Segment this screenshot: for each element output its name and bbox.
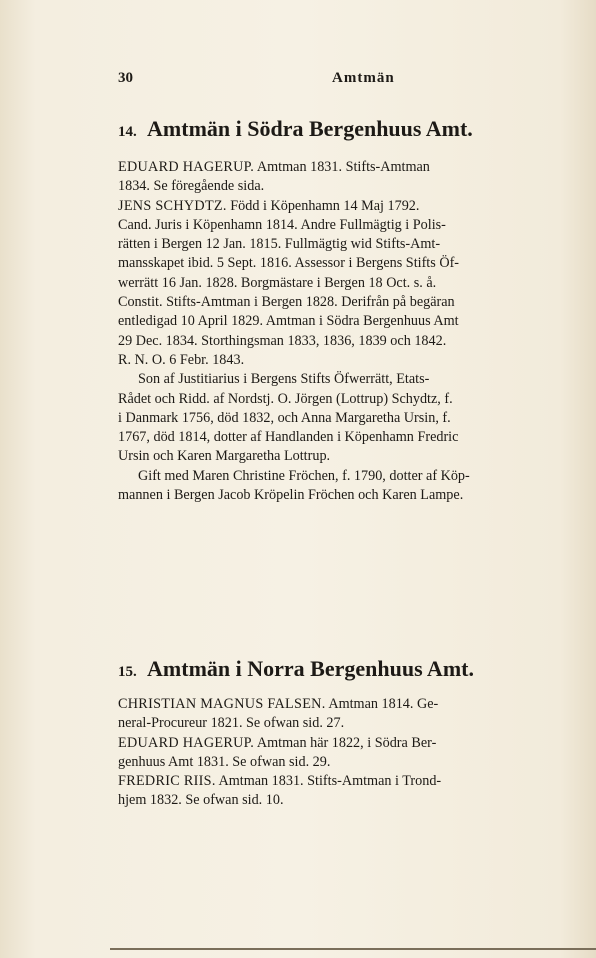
text-line xyxy=(118,428,558,447)
line-text: mannen i Bergen Jacob Kröpelin Fröchen och Karen Lampe. xyxy=(118,487,464,504)
running-head: Amtmän xyxy=(332,70,395,86)
line-text: Gift med Maren Christine Fröchen, f. 1790, dotter af Köp- xyxy=(138,467,470,484)
text-line xyxy=(118,753,558,772)
line-text: Amtman 1831. Stifts-Amtman xyxy=(254,159,430,175)
person-name: EDUARD HAGERUP. xyxy=(118,159,255,175)
line-text: werrätt 16 Jan. 1828. Borgmästare i Bergen 18 Oct. s. å. xyxy=(118,274,437,291)
section-15-title: Amtmän i Norra Bergenhuus Amt. xyxy=(147,656,474,681)
text-line xyxy=(118,312,558,331)
line-text: 29 Dec. 1834. Storthingsman 1833, 1836, 1839 och 1842. xyxy=(118,332,447,349)
line-text: Amtman 1831. Stifts-Amtman i Trond- xyxy=(215,773,442,790)
line-text: entledigad 10 April 1829. Amtman i Södra Bergenhuus Amt xyxy=(118,313,459,330)
line-text: Amtman 1814. Ge- xyxy=(325,696,439,712)
text-line xyxy=(118,772,558,791)
text-line xyxy=(118,235,558,254)
text-line xyxy=(118,332,558,351)
text-line xyxy=(118,409,558,428)
text-line xyxy=(118,695,558,714)
text-line xyxy=(118,197,558,216)
section-15-body xyxy=(118,695,558,811)
line-text: Cand. Juris i Köpenhamn 1814. Andre Fullmägtig i Polis- xyxy=(118,216,446,233)
line-text: Rådet och Ridd. af Nordstj. O. Jörgen (Lottrup) Schydtz, f. xyxy=(118,390,453,407)
line-text: mansskapet ibid. 5 Sept. 1816. Assessor i Bergens Stifts Öf- xyxy=(118,255,460,272)
line-text: Amtman här 1822, i Södra Ber- xyxy=(254,734,437,751)
person-name: FREDRIC RIIS. xyxy=(118,773,216,790)
text-line xyxy=(118,254,558,273)
person-name: EDUARD HAGERUP. xyxy=(118,734,255,751)
text-line xyxy=(118,467,558,486)
text-line xyxy=(118,791,558,810)
text-line xyxy=(118,390,558,409)
section-14-heading xyxy=(118,116,558,142)
text-line xyxy=(118,274,558,293)
page-edge-rule xyxy=(110,948,596,950)
section-14-number: 14. xyxy=(118,124,137,140)
page-header xyxy=(118,70,486,92)
page-number: 30 xyxy=(118,70,133,86)
line-text: rätten i Bergen 12 Jan. 1815. Fullmägtig wid Stifts-Amt- xyxy=(118,236,441,253)
line-text: hjem 1832. Se ofwan sid. 10. xyxy=(118,792,284,809)
line-text: R. N. O. 6 Febr. 1843. xyxy=(118,351,245,368)
line-text: Constit. Stifts-Amtman i Bergen 1828. Derifrån på begäran xyxy=(118,294,455,311)
person-name: JENS SCHYDTZ. xyxy=(118,197,227,214)
text-line xyxy=(118,734,558,753)
section-14-title: Amtmän i Södra Bergenhuus Amt. xyxy=(147,116,473,141)
text-line xyxy=(118,351,558,370)
text-line xyxy=(118,177,558,196)
text-line xyxy=(118,158,558,177)
section-15-heading xyxy=(118,656,558,682)
line-text: neral-Procureur 1821. Se ofwan sid. 27. xyxy=(118,715,345,732)
line-text: Ursin och Karen Margaretha Lottrup. xyxy=(118,448,331,465)
line-text: i Danmark 1756, död 1832, och Anna Margaretha Ursin, f. xyxy=(118,409,451,426)
line-text: Född i Köpenhamn 14 Maj 1792. xyxy=(226,197,420,214)
text-line xyxy=(118,447,558,466)
person-name: CHRISTIAN MAGNUS FALSEN. xyxy=(118,696,326,712)
line-text: 1767, död 1814, dotter af Handlanden i Köpenhamn Fredric xyxy=(118,429,459,446)
section-14-body xyxy=(118,158,558,505)
text-line xyxy=(118,370,558,389)
text-line xyxy=(118,714,558,733)
line-text: 1834. Se föregående sida. xyxy=(118,178,265,195)
text-line xyxy=(118,216,558,235)
text-line xyxy=(118,486,558,505)
line-text: genhuus Amt 1831. Se ofwan sid. 29. xyxy=(118,753,331,770)
section-15-number: 15. xyxy=(118,664,137,680)
line-text: Son af Justitiarius i Bergens Stifts Öfwerrätt, Etats- xyxy=(138,371,430,388)
text-line xyxy=(118,293,558,312)
